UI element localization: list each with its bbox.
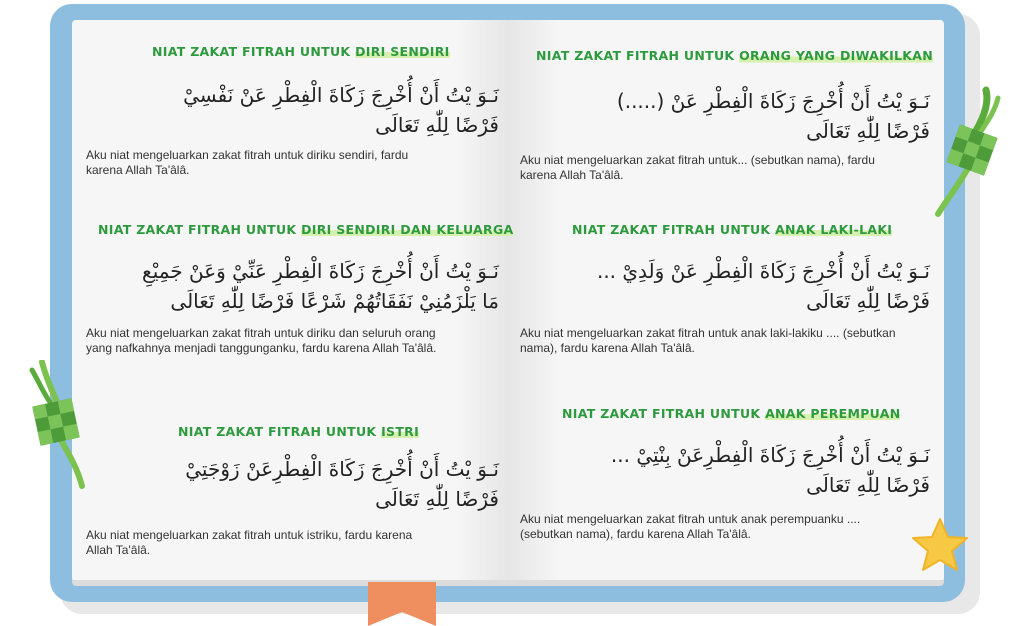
heading-highlight: ORANG YANG DIWAKILKAN bbox=[739, 48, 934, 63]
heading-prefix: NIAT ZAKAT FITRAH UNTUK bbox=[98, 222, 302, 237]
translation-text: Aku niat mengeluarkan zakat fitrah untuk anak laki-lakiku .... (sebutkan nama), fardu karena Allah Ta'âlâ. bbox=[520, 326, 896, 355]
bookmark-ribbon-icon bbox=[368, 582, 436, 626]
section-heading bbox=[98, 222, 513, 237]
arabic-text bbox=[617, 86, 930, 146]
heading-highlight: ANAK LAKI-LAKI bbox=[775, 222, 893, 237]
heading-prefix: NIAT ZAKAT FITRAH UNTUK bbox=[572, 222, 776, 237]
arabic-line: نَـوَ يْتُ أَنْ أُخْرِجَ زَكَاةَ الْفِطْرِ عَنْ (.....) bbox=[616, 89, 930, 113]
arabic-line: نَـوَ يْتُ أَنْ أُخْرِجَ زَكَاةَ الْفِطْرِعَنْ بِنْتِيْ ... bbox=[610, 443, 930, 467]
page-edge bbox=[72, 580, 944, 586]
arabic-line: نَـوَ يْتُ أَنْ أُخْرِجَ زَكَاةَ الْفِطْرِ عَنْ نَفْسِيْ bbox=[183, 83, 499, 107]
arabic-line: نَـوَ يْتُ أَنْ أُخْرِجَ زَكَاةَ الْفِطْرِعَنْ زَوْجَتِيْ bbox=[185, 457, 499, 481]
translation-text: Aku niat mengeluarkan zakat fitrah untuk istriku, fardu karena Allah Ta'âlâ. bbox=[86, 528, 413, 557]
translation-text: Aku niat mengeluarkan zakat fitrah untuk anak perempuanku .... (sebutkan nama), fardu karena Allah Ta'âlâ. bbox=[520, 512, 861, 541]
heading-prefix: NIAT ZAKAT FITRAH UNTUK bbox=[562, 406, 766, 421]
arabic-text bbox=[183, 80, 499, 140]
arabic-line: نَـوَ يْتُ أَنْ أُخْرِجَ زَكَاةَ الْفِطْرِ عَنِّيْ وَعَنْ جَمِيْعِ bbox=[142, 259, 499, 283]
heading-highlight: ISTRI bbox=[381, 424, 420, 439]
ketupat-icon bbox=[22, 360, 92, 490]
arabic-line: فَرْضًا لِلّٰهِ تَعَالَى bbox=[375, 113, 499, 137]
translation-text: Aku niat mengeluarkan zakat fitrah untuk diriku sendiri, fardu karena Allah Ta'âlâ. bbox=[86, 148, 409, 177]
section-heading bbox=[152, 44, 450, 59]
heading-prefix: NIAT ZAKAT FITRAH UNTUK bbox=[152, 44, 356, 59]
heading-highlight: DIRI SENDIRI DAN KELUARGA bbox=[301, 222, 514, 237]
arabic-text bbox=[611, 440, 930, 500]
heading-highlight: ANAK PEREMPUAN bbox=[765, 406, 901, 421]
arabic-line: فَرْضًا لِلّٰهِ تَعَالَى bbox=[806, 119, 930, 143]
arabic-text bbox=[142, 256, 499, 316]
section-heading bbox=[562, 406, 900, 421]
arabic-line: نَـوَ يْتُ أَنْ أُخْرِجَ زَكَاةَ الْفِطْرِ عَنْ وَلَدِيْ ... bbox=[596, 259, 930, 283]
section-heading bbox=[536, 48, 933, 63]
arabic-line: فَرْضًا لِلّٰهِ تَعَالَى bbox=[375, 487, 499, 511]
arabic-line: فَرْضًا لِلّٰهِ تَعَالَى bbox=[806, 473, 930, 497]
section-heading bbox=[178, 424, 419, 439]
heading-prefix: NIAT ZAKAT FITRAH UNTUK bbox=[536, 48, 740, 63]
heading-prefix: NIAT ZAKAT FITRAH UNTUK bbox=[178, 424, 382, 439]
arabic-line: فَرْضًا لِلّٰهِ تَعَالَى bbox=[806, 289, 930, 313]
translation-text: Aku niat mengeluarkan zakat fitrah untuk... (sebutkan nama), fardu karena Allah Ta'âlâ. bbox=[520, 153, 875, 182]
arabic-text bbox=[185, 454, 499, 514]
star-icon bbox=[910, 516, 970, 574]
heading-highlight: DIRI SENDIRI bbox=[355, 44, 450, 59]
section-heading bbox=[572, 222, 892, 237]
ketupat-icon bbox=[928, 86, 1018, 218]
translation-text: Aku niat mengeluarkan zakat fitrah untuk diriku dan seluruh orang yang nafkahnya menjadi tanggunganku, fardu karena Allah Ta'âlâ. bbox=[86, 326, 437, 355]
arabic-text bbox=[597, 256, 930, 316]
arabic-line: مَا يَلْزَمُنِيْ نَفَقَاتُهُمْ شَرْعًا فَرْضًا لِلّٰهِ تَعَالَى bbox=[170, 289, 499, 313]
